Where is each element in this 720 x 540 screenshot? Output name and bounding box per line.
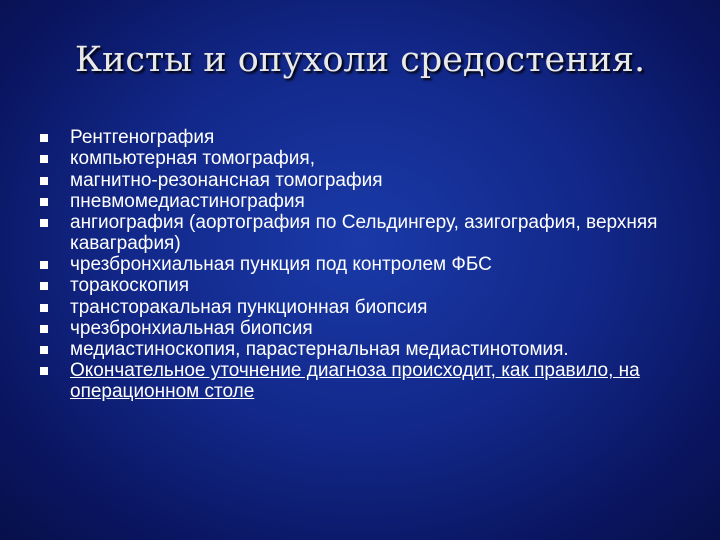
list-item-text: магнитно-резонансная томография	[70, 169, 383, 191]
list-item	[40, 171, 690, 192]
list-item	[40, 255, 690, 276]
list-item	[40, 149, 690, 170]
list-item-text: пневмомедиастинография	[70, 190, 305, 212]
list-item	[40, 340, 690, 361]
list-item-text: ангиография (аортография по Сельдингеру, азигография, верхняя каваграфия)	[70, 212, 658, 254]
bullet-list	[40, 128, 690, 403]
list-item	[40, 128, 690, 149]
square-bullet-icon	[40, 367, 48, 375]
square-bullet-icon	[40, 219, 48, 227]
list-item	[40, 192, 690, 213]
square-bullet-icon	[40, 282, 48, 290]
list-item	[40, 319, 690, 340]
square-bullet-icon	[40, 261, 48, 269]
list-item-text: Рентгенография	[70, 127, 215, 148]
list-item-text: медиастиноскопия, парастернальная медиастинотомия.	[70, 339, 569, 361]
square-bullet-icon	[40, 346, 48, 354]
square-bullet-icon	[40, 304, 48, 312]
list-item	[40, 276, 690, 297]
square-bullet-icon	[40, 325, 48, 333]
list-item-text: торакоскопия	[70, 275, 190, 297]
list-item-text: чрезбронхиальная пункция под контролем ФБС	[70, 253, 492, 275]
list-item-text: трансторакальная пункционная биопсия	[70, 296, 428, 318]
list-item	[40, 298, 690, 319]
list-item-text: компьютерная томография,	[70, 148, 315, 170]
square-bullet-icon	[40, 177, 48, 185]
list-item	[40, 361, 690, 402]
square-bullet-icon	[40, 155, 48, 163]
square-bullet-icon	[40, 134, 48, 142]
list-item-text: чрезбронхиальная биопсия	[70, 317, 313, 339]
list-item	[40, 213, 690, 254]
slide-title: Кисты и опухоли средостения.	[74, 40, 646, 80]
square-bullet-icon	[40, 198, 48, 206]
conclusion-text: Окончательное уточнение диагноза происходит, как правило, на операционном столе	[70, 360, 640, 402]
